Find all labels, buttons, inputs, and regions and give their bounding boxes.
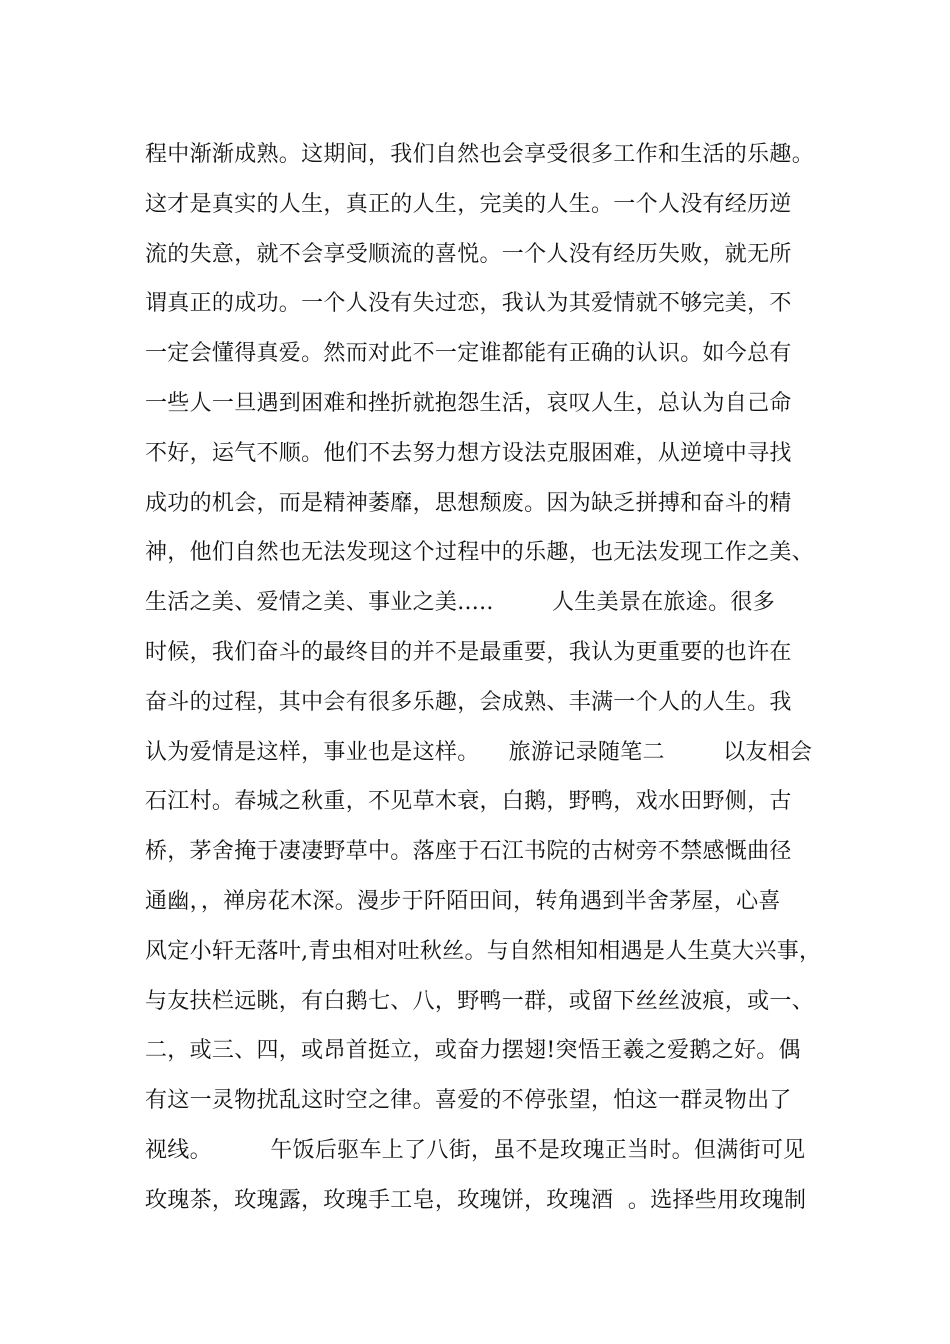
text-line: 时候，我们奋斗的最终目的并不是最重要，我认为更重要的也许在	[145, 639, 792, 665]
document-body	[145, 130, 845, 1226]
text-line: 与友扶栏远眺，有白鹅七、八，野鸭一群，或留下丝丝波痕，或一、	[145, 988, 815, 1014]
text-line: 神，他们自然也无法发现这个过程中的乐趣，也无法发现工作之美、	[145, 540, 815, 566]
text-line: 风定小轩无落叶,青虫相对吐秋丝。与自然相知相遇是人生莫大兴事，	[145, 938, 822, 964]
text-line: 奋斗的过程，其中会有很多乐趣，会成熟、丰满一个人的人生。我	[145, 689, 792, 715]
text-line: 石江村。春城之秋重，不见草木衰，白鹅，野鸭，戏水田野侧，古	[145, 789, 792, 815]
text-line: 视线。 午饭后驱车上了八街，虽不是玫瑰正当时。但满街可见	[145, 1137, 806, 1163]
text-line: 玫瑰茶，玫瑰露，玫瑰手工皂，玫瑰饼，玫瑰酒 。选择些用玫瑰制	[145, 1187, 807, 1213]
text-line: 二，或三、四，或昂首挺立，或奋力摆翅!突悟王羲之爱鹅之好。偶	[145, 1038, 801, 1064]
text-line: 谓真正的成功。一个人没有失过恋，我认为其爱情就不够完美，不	[145, 291, 792, 317]
text-line: 流的失意，就不会享受顺流的喜悦。一个人没有经历失败，就无所	[145, 241, 792, 267]
text-line: 一定会懂得真爱。然而对此不一定谁都能有正确的认识。如今总有	[145, 341, 792, 367]
text-line: 生活之美、爱情之美、事业之美..... 人生美景在旅途。很多	[145, 590, 776, 616]
text-line: 通幽，，禅房花木深。漫步于阡陌田间，转角遇到半舍茅屋，心喜	[145, 888, 781, 914]
text-line: 成功的机会，而是精神萎靡，思想颓废。因为缺乏拼搏和奋斗的精	[145, 490, 792, 516]
text-line: 程中渐渐成熟。这期间，我们自然也会享受很多工作和生活的乐趣。	[145, 142, 815, 167]
text-line: 认为爱情是这样，事业也是这样。 旅游记录随笔二 以友相会	[145, 739, 813, 765]
text-line: 有这一灵物扰乱这时空之律。喜爱的不停张望，怕这一群灵物出了	[145, 1088, 792, 1114]
text-line: 一些人一旦遇到困难和挫折就抱怨生活，哀叹人生，总认为自己命	[145, 390, 792, 416]
text-line: 桥，茅舍掩于凄凄野草中。落座于石江书院的古树旁不禁感慨曲径	[145, 839, 792, 865]
text-line: 这才是真实的人生，真正的人生，完美的人生。一个人没有经历逆	[145, 191, 792, 217]
text-line: 不好，运气不顺。他们不去努力想方设法克服困难，从逆境中寻找	[145, 440, 792, 466]
